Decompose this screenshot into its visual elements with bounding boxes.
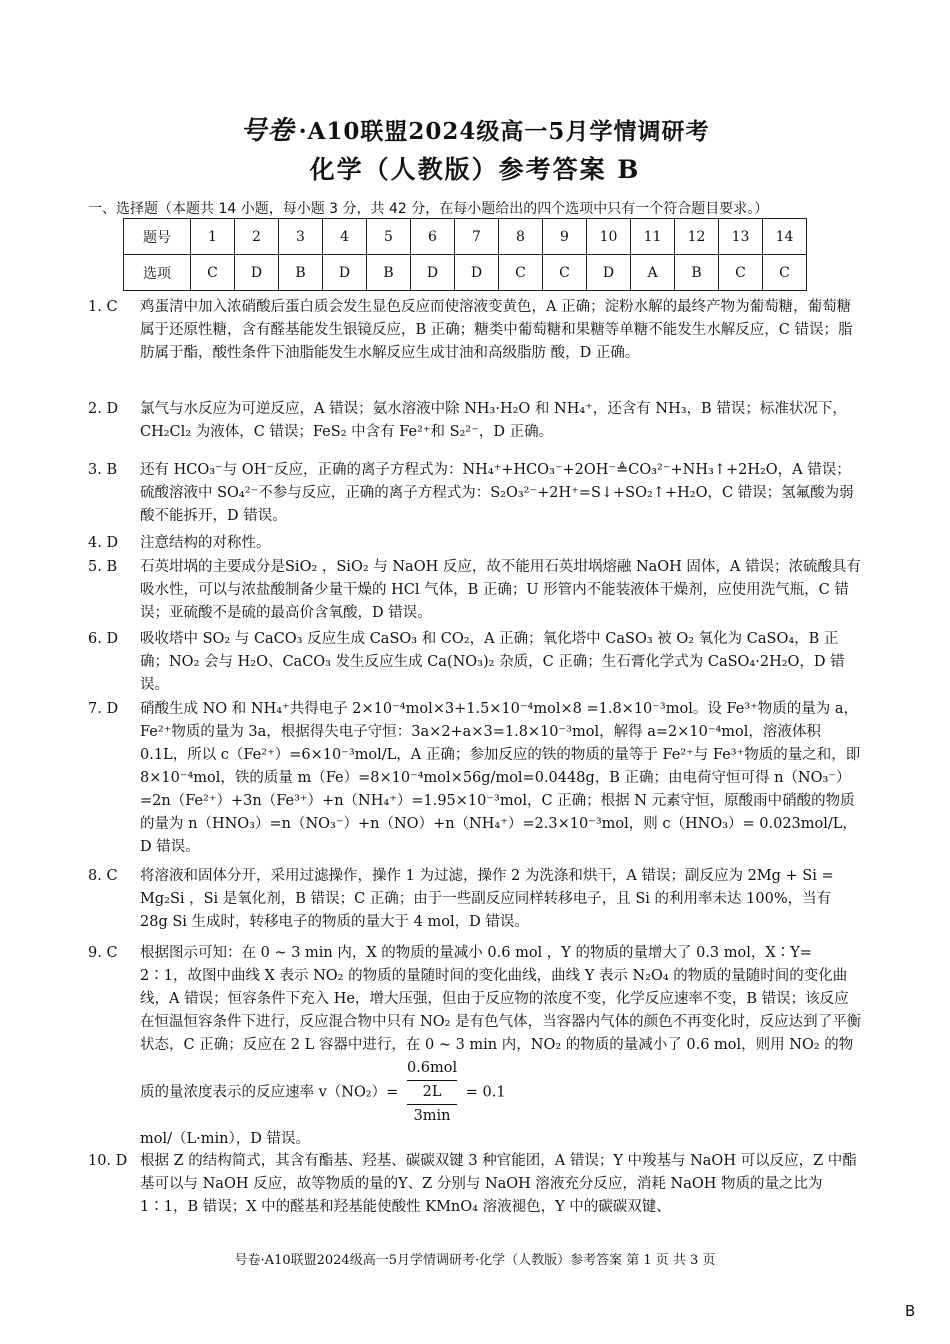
question-number: 14 — [763, 219, 807, 255]
question-label: 9. C — [88, 945, 118, 961]
answer-cell: C — [499, 255, 543, 291]
answer-key-subtitle: 化学（人教版）参考答案 B — [309, 155, 641, 184]
explanation-text: 鸡蛋清中加入浓硝酸后蛋白质会发生显色反应而使溶液变黄色，A 正确；淀粉水解的最终产物为葡萄糖，葡萄糖属于还原性糖，含有醛基能发生银镜反应，B 正确；糖类中葡萄糖和果糖等单糖不能发生水解反应，C 错误；脂肪属于酯，酸性条件下油脂能发生水解反应生成甘油和高级脂肪 酸，D 正确。 — [140, 299, 853, 361]
question-label: 6. D — [88, 631, 119, 647]
exam-title: 号卷 ·A10联盟2024级高一5月学情调研考 — [0, 110, 950, 147]
answer-cell: D — [455, 255, 499, 291]
answer-cell: B — [675, 255, 719, 291]
version-label: B — [905, 1302, 916, 1320]
question-label: 2. D — [88, 401, 119, 417]
answer-cell: D — [411, 255, 455, 291]
explanation-1 — [88, 296, 863, 365]
rate-result: = 0.1 — [465, 1084, 506, 1101]
section-title: 一、选择题（本题共 14 小题，每小题 3 分，共 42 分，在每小题给出的四个选项中只有一个符合题目要求。） — [88, 201, 769, 217]
answer-cell: C — [719, 255, 763, 291]
question-label: 7. D — [88, 701, 119, 717]
question-label: 1. C — [88, 299, 118, 315]
explanation-text: 注意结构的对称性。 — [140, 535, 271, 551]
explanation-7 — [88, 698, 863, 859]
answer-cell: B — [367, 255, 411, 291]
explanation-9 — [88, 942, 863, 1151]
question-number: 9 — [543, 219, 587, 255]
explanation-text: 吸收塔中 SO₂ 与 CaCO₃ 反应生成 CaSO₃ 和 CO₂，A 正确；氧化塔中 CaSO₃ 被 O₂ 氧化为 CaSO₄，B 正确；NO₂ 会与 H₂O、CaCO₃ 发生反应生成 Ca(NO₃)₂ 杂质，C 正确；生石膏化学式为 CaSO₄·2H₂O，D 错误。 — [140, 631, 845, 693]
explanation-5 — [88, 556, 863, 625]
explanation-8 — [88, 865, 863, 934]
explanation-3 — [88, 459, 863, 528]
question-number: 4 — [323, 219, 367, 255]
question-number: 12 — [675, 219, 719, 255]
table-row-answers — [124, 255, 807, 291]
question-number: 2 — [235, 219, 279, 255]
question-number: 10 — [587, 219, 631, 255]
question-label: 8. C — [88, 868, 118, 884]
explanation-2 — [88, 398, 863, 444]
rate-unit: mol/（L·min），D 错误。 — [140, 1131, 310, 1147]
answer-cell: D — [235, 255, 279, 291]
page-footer: 号卷·A10联盟2024级高一5月学情调研考·化学（人教版）参考答案 第 1 页 共 3 页 — [234, 1253, 716, 1268]
question-label: 3. B — [88, 462, 118, 478]
explanation-text: 将溶液和固体分开，采用过滤操作，操作 1 为过滤，操作 2 为洗涤和烘干，A 错误；副反应为 2Mg + Si = Mg₂Si ，Si 是氧化剂，B 错误；C 正确；由于一些副反应同样转移电子，且 Si 的利用率未达 100%，当有 28g Si 生成时，转移电子的物质的量大于 4 mol，D 错误。 — [140, 868, 834, 930]
explanation-4 — [88, 532, 863, 555]
rate-fraction — [407, 1057, 457, 1128]
question-label: 4. D — [88, 535, 119, 551]
question-number: 5 — [367, 219, 411, 255]
answer-cell: B — [279, 255, 323, 291]
question-number: 8 — [499, 219, 543, 255]
explanation-text: 硝酸生成 NO 和 NH₄⁺共得电子 2×10⁻⁴mol×3+1.5×10⁻⁴mol×8 =1.8×10⁻³mol。设 Fe³⁺物质的量为 a，Fe²⁺物质的量为 3a，根据得失电子守恒：3a×2+a×3=1.8×10⁻³mol，解得 a=2×10⁻⁴mol，溶液体积 0.1L，所以 c（Fe²⁺）=6×10⁻³mol/L，A 正确；参加反应的铁的物质的量等于 Fe²⁺与 Fe³⁺物质的量之和，即 8×10⁻⁴mol，铁的质量 m（Fe）=8×10⁻⁴mol×56g/mol=0.0448g，B 正确；由电荷守恒可得 n（NO₃⁻）=2n（Fe²⁺）+3n（Fe³⁺）+n（NH₄⁺）=1.95×10⁻³mol，C 正确；根据 N 元素守恒，原酸雨中硝酸的物质的量为 n（HNO₃）=n（NO₃⁻）+n（NO）+n（NH₄⁺）=2.3×10⁻³mol，则 c（HNO₃）= 0.023mol/L，D 错误。 — [140, 701, 861, 855]
row-label: 选项 — [124, 255, 191, 291]
table-row-numbers — [124, 219, 807, 255]
question-number: 3 — [279, 219, 323, 255]
fraction-denominator: 3min — [407, 1104, 457, 1128]
explanation-10 — [88, 1150, 863, 1219]
question-number: 11 — [631, 219, 675, 255]
question-number: 6 — [411, 219, 455, 255]
fraction-numerator: 0.6mol — [406, 1060, 458, 1076]
answer-cell: D — [587, 255, 631, 291]
explanation-text: 氯气与水反应为可逆反应，A 错误；氨水溶液中除 NH₃·H₂O 和 NH₄⁺，还含有 NH₃，B 错误；标准状况下，CH₂Cl₂ 为液体，C 错误；FeS₂ 中含有 Fe²⁺和 S₂²⁻，D 正确。 — [140, 401, 847, 440]
question-label: 10. D — [88, 1153, 128, 1169]
answer-cell: C — [543, 255, 587, 291]
answer-cell: C — [763, 255, 807, 291]
explanation-text: 根据 Z 的结构简式，其含有酯基、羟基、碳碳双键 3 种官能团，A 错误；Y 中羧基与 NaOH 可以反应，Z 中酯基可以与 NaOH 反应，故等物质的量的Y、Z 分别与 NaOH 溶液充分反应，消耗 NaOH 物质的量之比为 1∶1，B 错误；X 中的醛基和羟基能使酸性 KMnO₄ 溶液褪色，Y 中的碳碳双键、 — [140, 1153, 857, 1215]
question-number: 1 — [191, 219, 235, 255]
fraction-inner-denominator: 2L — [407, 1080, 457, 1104]
question-number: 7 — [455, 219, 499, 255]
explanation-text: 石英坩埚的主要成分是SiO₂ ，SiO₂ 与 NaOH 反应，故不能用石英坩埚熔融 NaOH 固体，A 错误；浓硫酸具有吸水性，可以与浓盐酸制备少量干燥的 HCl 气体，B 正确；U 形管内不能装液体干燥剂，应使用洗气瓶，C 错误；亚硫酸不是硫的最高价含氧酸，D 错误。 — [140, 559, 862, 621]
explanation-6 — [88, 628, 863, 697]
explanation-text: 还有 HCO₃⁻与 OH⁻反应，正确的离子方程式为：NH₄⁺+HCO₃⁻+2OH⁻≜CO₃²⁻+NH₃↑+2H₂O，A 错误；硫酸溶液中 SO₄²⁻不参与反应，正确的离子方程式为：S₂O₃²⁻+2H⁺=S↓+SO₂↑+H₂O，C 错误；氢氟酸为弱酸不能拆开，D 错误。 — [140, 462, 854, 524]
explanation-text: 根据图示可知：在 0 ~ 3 min 内，X 的物质的量减小 0.6 mol ，Y 的物质的量增大了 0.3 mol，X∶Y= 2∶1，故图中曲线 X 表示 NO₂ 的物质的量随时间的变化曲线，曲线 Y 表示 N₂O₄ 的物质的量随时间的变化曲线，A 错误；恒容条件下充入 He，增大压强，但由于反应物的浓度不变，化学反应速率不变，B 错误；该反应在恒温恒容条件下进行，反应混合物中只有 NO₂ 是有色气体，当容器内气体的颜色不再变化时，反应达到了平衡状态，C 正确；反应在 2 L 容器中进行，在 0 ~ 3 min 内，NO₂ 的物质的量减小了 0.6 mol，则用 NO₂ 的物质的量浓度表示的反应速率 v（NO₂）= 0.6mol 2L 3min = 0.1 mol/（L·min），D 错误。 — [140, 942, 863, 1151]
answer-table — [123, 218, 807, 291]
brand-logo: 号卷 — [240, 116, 295, 146]
answer-cell: D — [323, 255, 367, 291]
question-number: 13 — [719, 219, 763, 255]
question-label: 5. B — [88, 559, 118, 575]
answer-cell: A — [631, 255, 675, 291]
row-label: 题号 — [124, 219, 191, 255]
answer-cell: C — [191, 255, 235, 291]
